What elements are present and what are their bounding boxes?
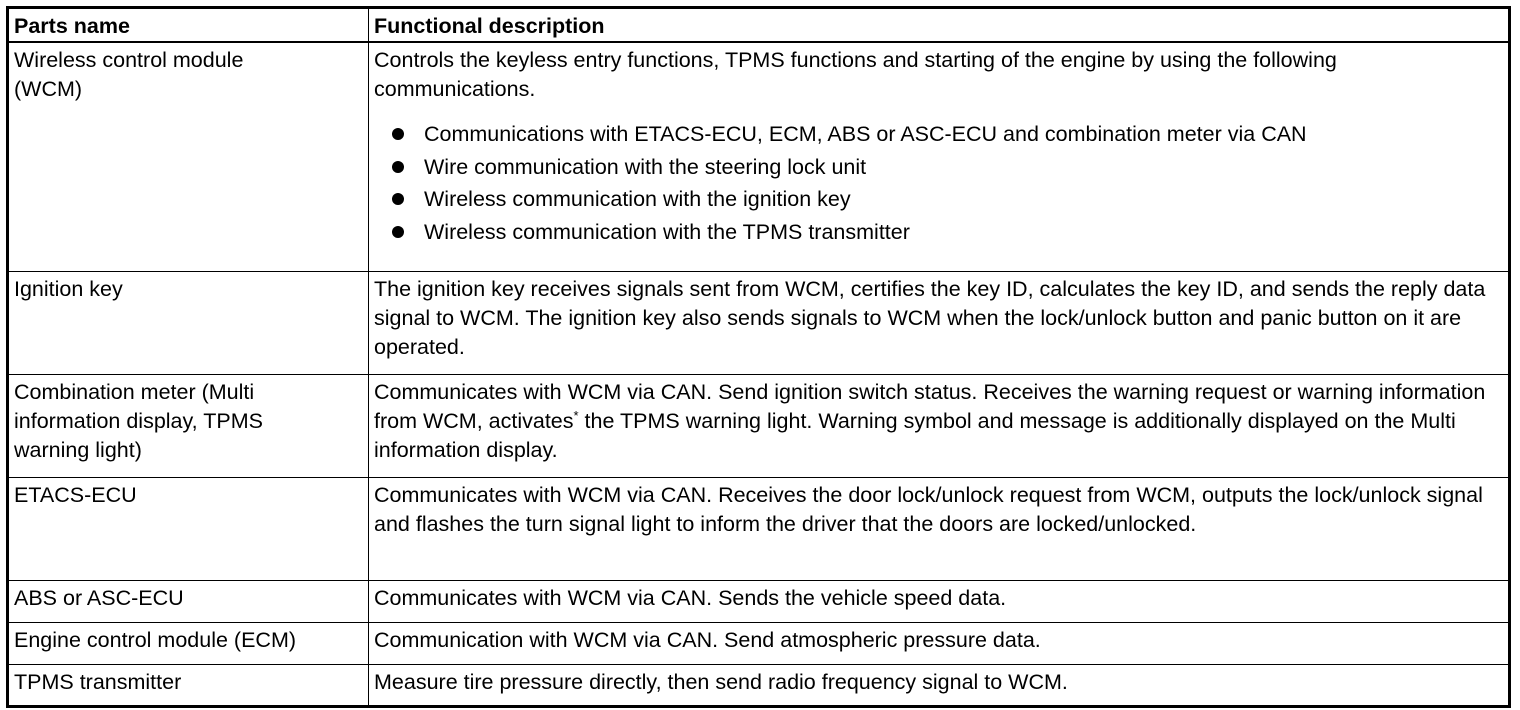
description-text: Controls the keyless entry functions, TPMS functions and starting of the engine by using the following communications. [374, 48, 1337, 101]
list-item [392, 216, 1504, 249]
list-item-text: Wireless communication with the ignition key [424, 187, 851, 211]
description-cell: Communicates with WCM via CAN. Receives the door lock/unlock request from WCM, outputs the lock/unlock signal and flashes the turn signal light to inform the driver that the doors are locked/unlocked. [369, 477, 1510, 580]
description-text: Communicates with WCM via CAN. Send ignition switch status. Receives the warning request or warning information from WCM, activates [374, 379, 1486, 433]
list-item [392, 183, 1504, 216]
header-parts-name: Parts name [8, 8, 369, 43]
table-row [8, 622, 1510, 664]
table-row [8, 664, 1510, 706]
part-name-cell: TPMS transmitter [8, 664, 369, 706]
list-item [392, 118, 1504, 151]
table-row [8, 580, 1510, 622]
communications-list [374, 118, 1504, 248]
list-item-text: Wire communication with the steering lock unit [424, 154, 867, 179]
bullet-icon [392, 161, 404, 173]
description-cell [369, 42, 1510, 271]
part-name-cell: ETACS-ECU [8, 477, 369, 580]
list-item-text: Communications with ETACS-ECU, ECM, ABS or ASC-ECU and combination meter via CAN [424, 122, 1307, 146]
bullet-icon [392, 193, 404, 205]
description-cell: The ignition key receives signals sent from WCM, certifies the key ID, calculates the key ID, and sends the reply data signal to WCM. The ignition key also sends signals to WCM when the lock/unlock button and panic button on it are operated. [369, 271, 1510, 374]
table-header-row [8, 8, 1510, 43]
header-functional-description: Functional description [369, 8, 1510, 43]
table-row [8, 374, 1510, 477]
parts-function-table [6, 6, 1511, 708]
description-cell: Communicates with WCM via CAN. Sends the vehicle speed data. [369, 580, 1510, 622]
description-cell: Communication with WCM via CAN. Send atmospheric pressure data. [369, 622, 1510, 664]
asterisk-note: * [573, 407, 579, 423]
part-name-cell: Engine control module (ECM) [8, 622, 369, 664]
description-cell: Measure tire pressure directly, then send radio frequency signal to WCM. [369, 664, 1510, 706]
part-name-cell: Combination meter (Multi information display, TPMS warning light) [8, 374, 369, 477]
list-item [392, 151, 1504, 184]
bullet-icon [392, 226, 404, 238]
part-name-cell: ABS or ASC-ECU [8, 580, 369, 622]
description-text-continued: the TPMS warning light. Warning symbol and message is additionally displayed on the Multi information display. [374, 408, 1456, 462]
table-row [8, 477, 1510, 580]
list-item-text: Wireless communication with the TPMS transmitter [424, 219, 910, 244]
table-row [8, 271, 1510, 374]
bullet-icon [392, 128, 404, 140]
description-cell [369, 374, 1510, 477]
table-row [8, 42, 1510, 271]
part-name-cell: Ignition key [8, 271, 369, 374]
part-name-cell: Wireless control module (WCM) [8, 42, 369, 271]
